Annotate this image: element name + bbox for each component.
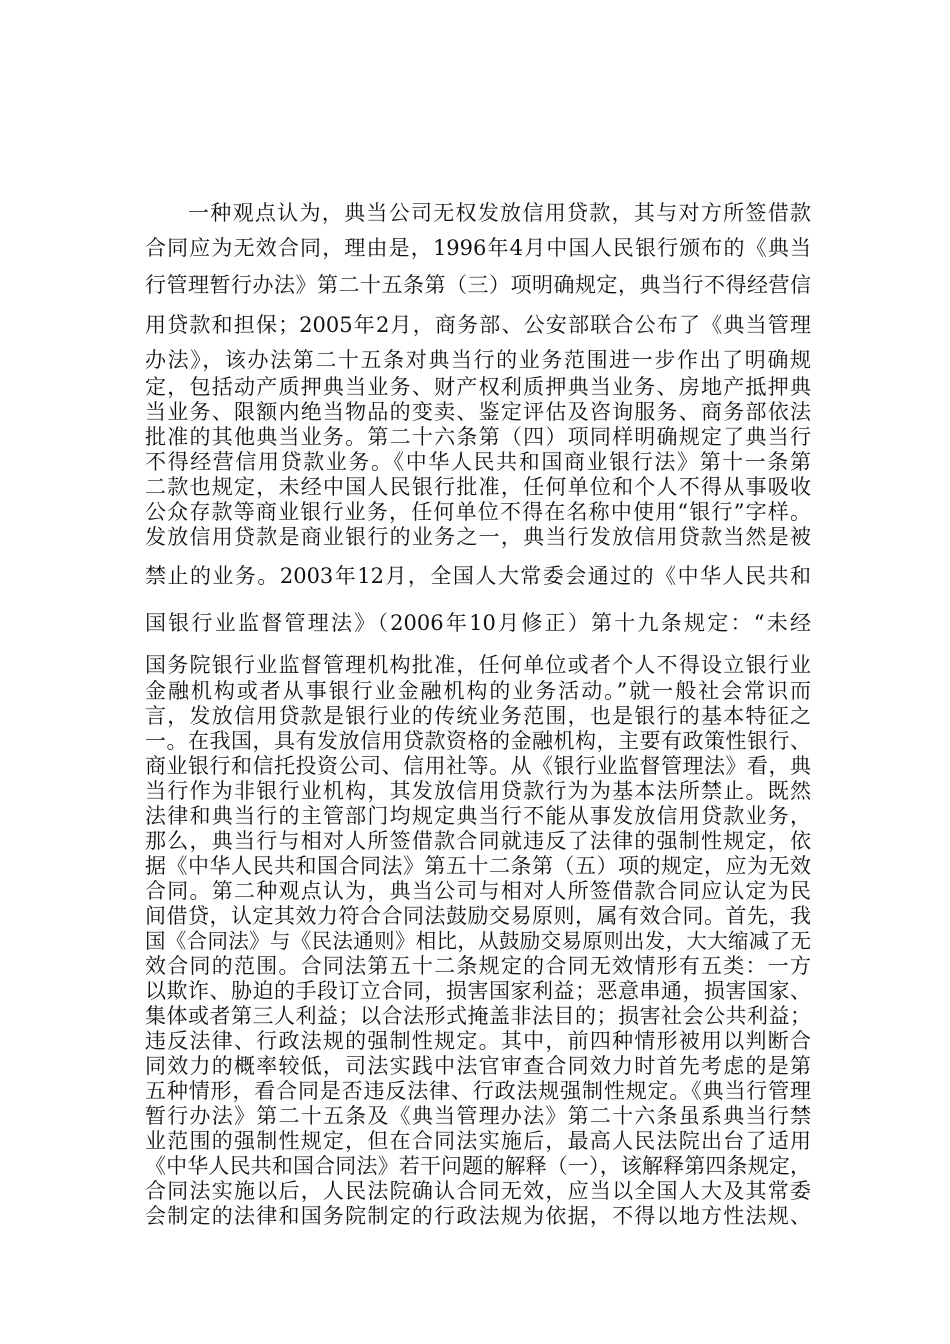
paragraph-line: 合同。第二种观点认为，典当公司与相对人所签借款合同应认定为民 xyxy=(145,879,811,903)
paragraph-line: 商业银行和信托投资公司、信用社等。从《银行业监督管理法》看，典 xyxy=(145,754,811,778)
paragraph-line: 金融机构或者从事银行业金融机构的业务活动。”就一般社会常识而 xyxy=(145,679,811,703)
paragraph-line: 言，发放信用贷款是银行业的传统业务范围，也是银行的基本特征之 xyxy=(145,704,811,728)
paragraph-line: 办法》，该办法第二十五条对典当行的业务范围进一步作出了明确规 xyxy=(145,348,811,372)
paragraph-line: 公众存款等商业银行业务，任何单位不得在名称中使用“银行”字样。 xyxy=(145,500,811,524)
paragraph-line: 国《合同法》与《民法通则》相比，从鼓励交易原则出发，大大缩减了无 xyxy=(145,929,811,953)
paragraph-line: 发放信用贷款是商业银行的业务之一，典当行发放信用贷款当然是被 xyxy=(145,525,811,549)
paragraph-line: 当行作为非银行业机构，其发放信用贷款行为为基本法所禁止。既然 xyxy=(145,779,811,803)
paragraph-line: 违反法律、行政法规的强制性规定。其中，前四种情形被用以判断合 xyxy=(145,1029,811,1053)
paragraph-line: 法律和典当行的主管部门均规定典当行不能从事发放信用贷款业务， xyxy=(145,804,811,828)
paragraph-line: 据《中华人民共和国合同法》第五十二条第（五）项的规定，应为无效 xyxy=(145,854,811,878)
paragraph-line: 批准的其他典当业务。第二十六条第（四）项同样明确规定了典当行 xyxy=(145,425,811,449)
paragraph-line: 合同应为无效合同，理由是，1996年4月中国人民银行颁布的《典当 xyxy=(145,236,811,260)
paragraph-line: 《中华人民共和国合同法》若干问题的解释（一），该解释第四条规定， xyxy=(145,1154,811,1178)
paragraph-line: 会制定的法律和国务院制定的行政法规为依据，不得以地方性法规、 xyxy=(145,1204,811,1228)
paragraph-line: 暂行办法》第二十五条及《典当管理办法》第二十六条虽系典当行禁 xyxy=(145,1104,811,1128)
paragraph-line: 定，包括动产质押典当业务、财产权利质押典当业务、房地产抵押典 xyxy=(145,375,811,399)
paragraph-line: 一种观点认为，典当公司无权发放信用贷款，其与对方所签借款 xyxy=(188,201,811,225)
paragraph-line: 国银行业监督管理法》（2006年10月修正）第十九条规定：“未经 xyxy=(145,611,811,635)
paragraph-line: 同效力的概率较低，司法实践中法官审查合同效力时首先考虑的是第 xyxy=(145,1054,811,1078)
paragraph-line: 不得经营信用贷款业务。《中华人民共和国商业银行法》第十一条第 xyxy=(145,450,811,474)
paragraph-line: 国务院银行业监督管理机构批准，任何单位或者个人不得设立银行业 xyxy=(145,653,811,677)
paragraph-line: 一。在我国，具有发放信用贷款资格的金融机构，主要有政策性银行、 xyxy=(145,729,811,753)
paragraph-line: 二款也规定，未经中国人民银行批准，任何单位和个人不得从事吸收 xyxy=(145,475,811,499)
paragraph-line: 用贷款和担保；2005年2月，商务部、公安部联合公布了《典当管理 xyxy=(145,313,811,337)
paragraph-line: 合同法实施以后，人民法院确认合同无效，应当以全国人大及其常委 xyxy=(145,1179,811,1203)
paragraph-line: 禁止的业务。2003年12月，全国人大常委会通过的《中华人民共和 xyxy=(145,564,811,588)
paragraph-line: 那么，典当行与相对人所签借款合同就违反了法律的强制性规定，依 xyxy=(145,829,811,853)
paragraph-line: 五种情形，看合同是否违反法律、行政法规强制性规定。《典当行管理 xyxy=(145,1079,811,1103)
paragraph-line: 当业务、限额内绝当物品的变卖、鉴定评估及咨询服务、商务部依法 xyxy=(145,400,811,424)
paragraph-line: 集体或者第三人利益；以合法形式掩盖非法目的；损害社会公共利益； xyxy=(145,1004,811,1028)
paragraph-line: 行管理暂行办法》第二十五条第（三）项明确规定，典当行不得经营信 xyxy=(145,273,811,297)
paragraph-line: 以欺诈、胁迫的手段订立合同，损害国家利益；恶意串通，损害国家、 xyxy=(145,979,811,1003)
paragraph-line: 效合同的范围。合同法第五十二条规定的合同无效情形有五类：一方 xyxy=(145,954,811,978)
paragraph-line: 业范围的强制性规定，但在合同法实施后，最高人民法院出台了适用 xyxy=(145,1129,811,1153)
paragraph-line: 间借贷，认定其效力符合合同法鼓励交易原则，属有效合同。首先，我 xyxy=(145,904,811,928)
